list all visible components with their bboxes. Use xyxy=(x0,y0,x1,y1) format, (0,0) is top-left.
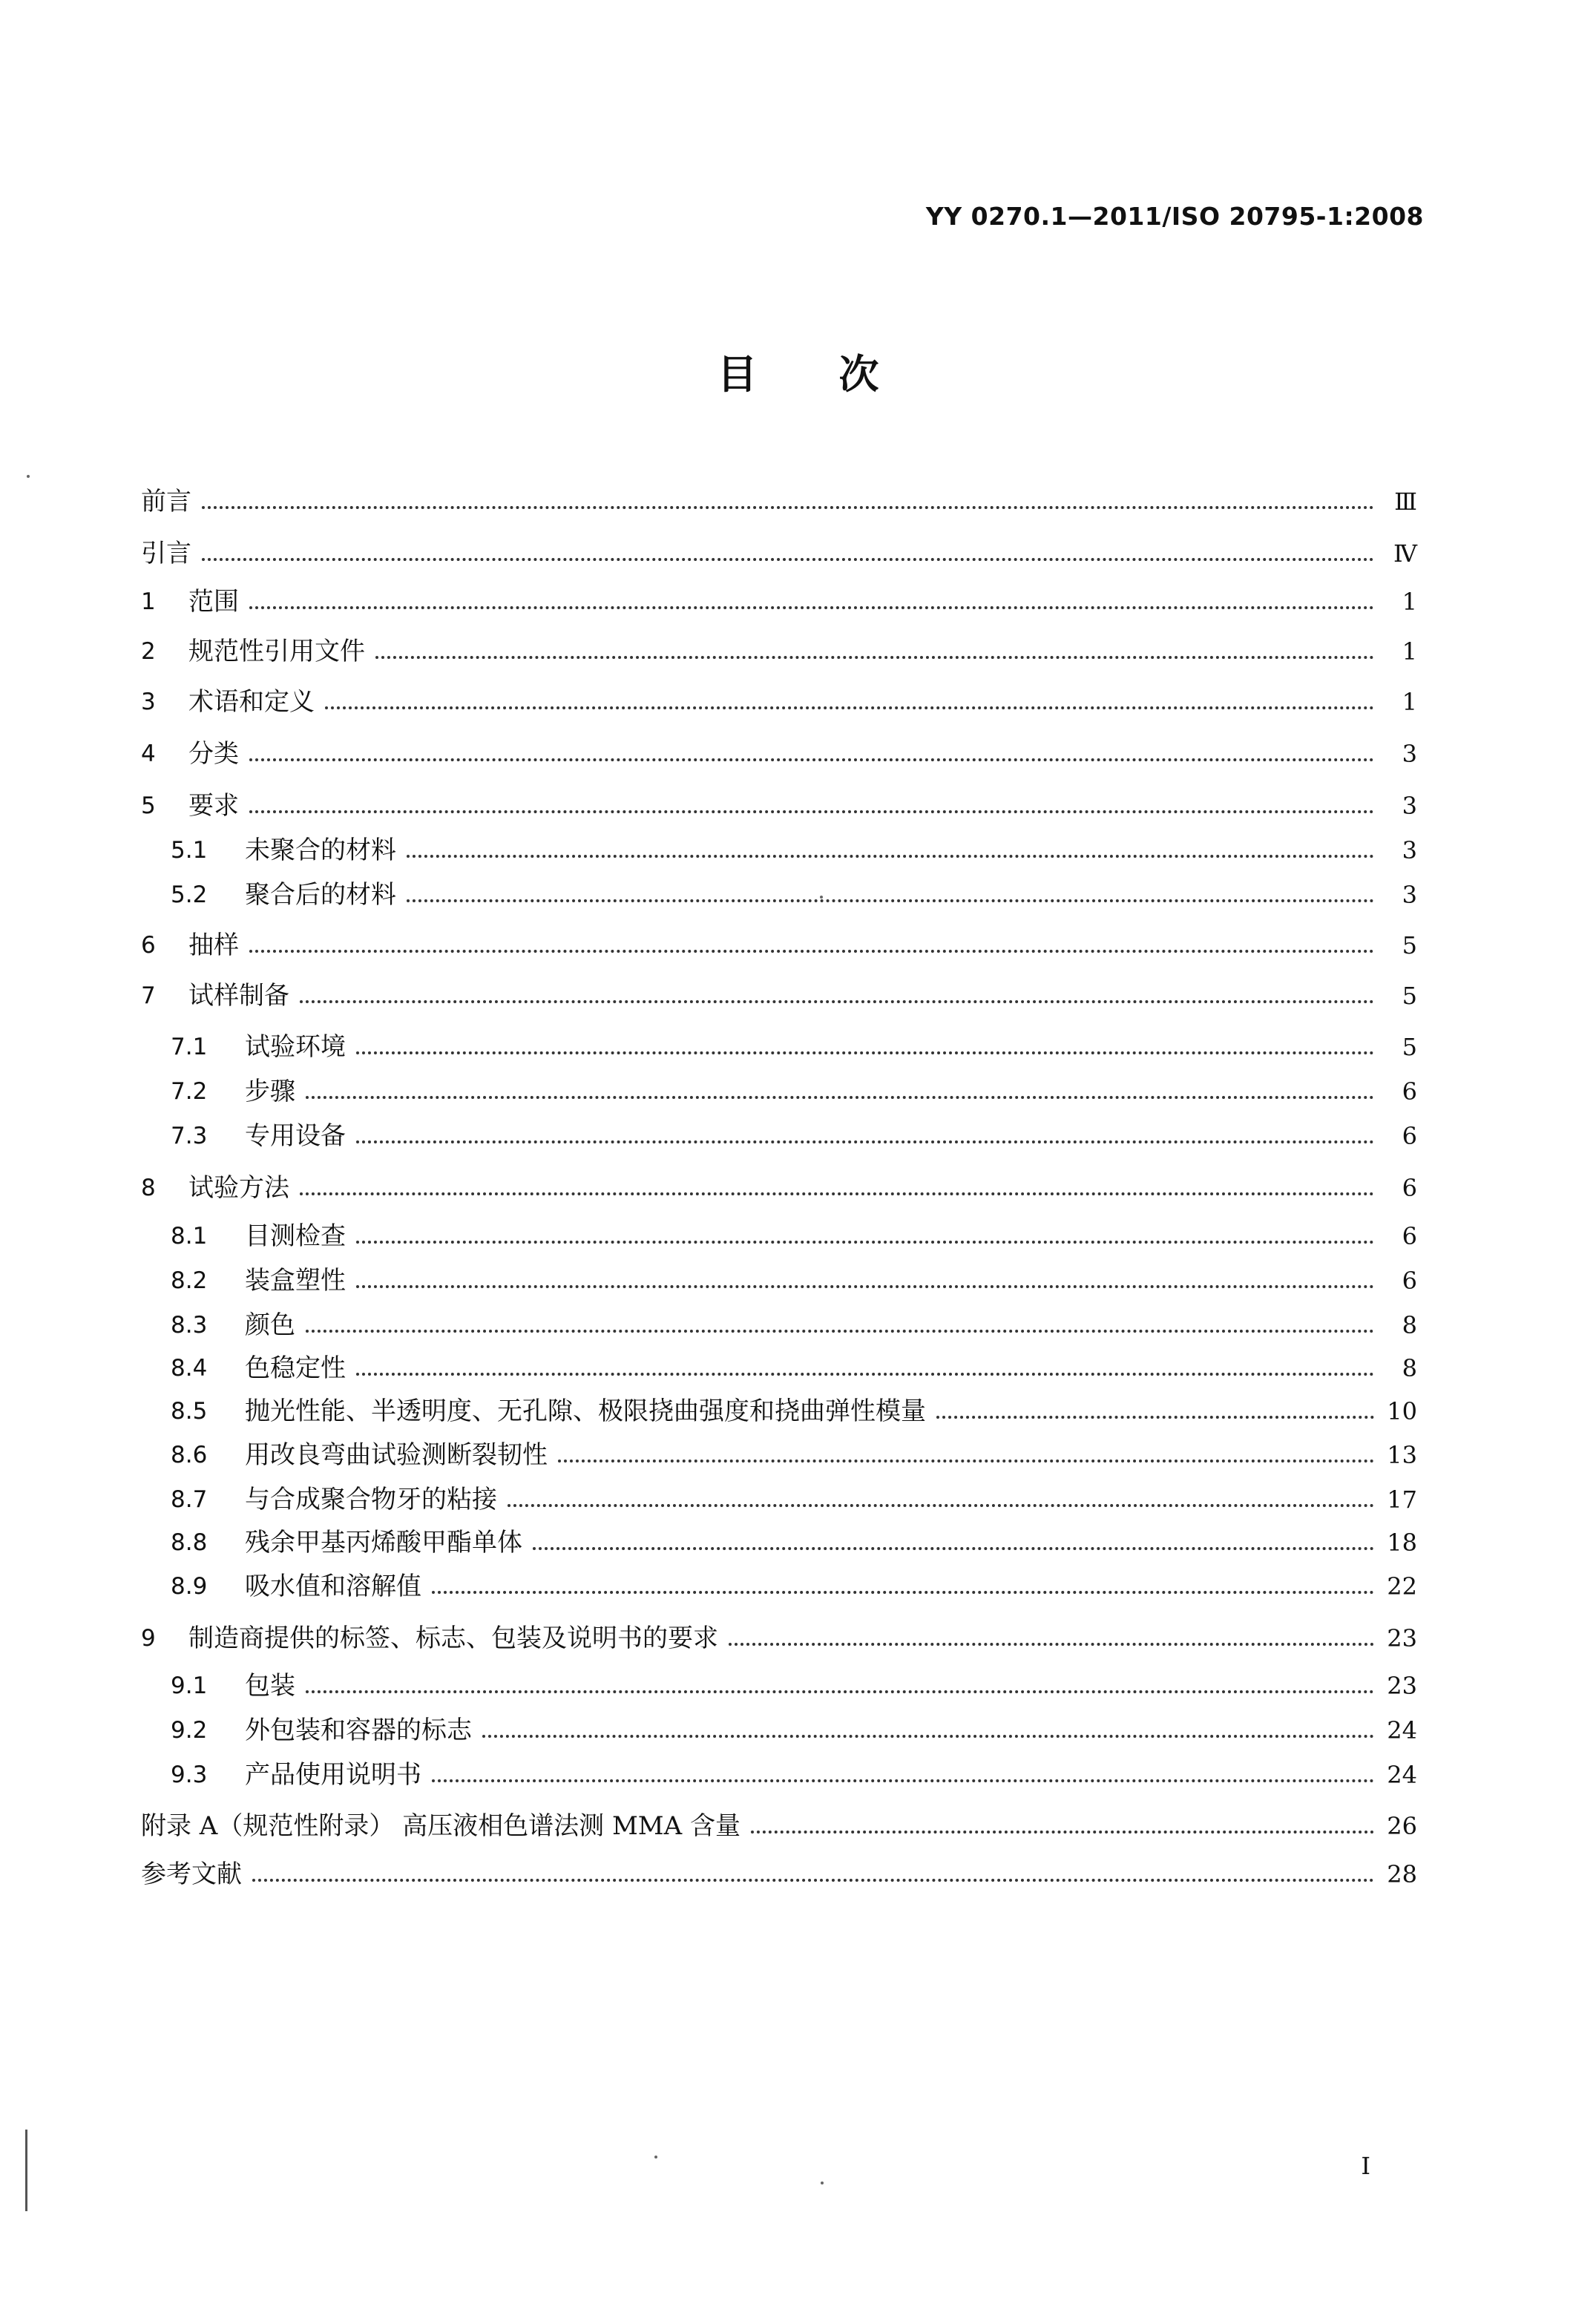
toc-entry-page: 18 xyxy=(1387,1529,1417,1557)
toc-entry-page: 23 xyxy=(1387,1624,1417,1652)
toc-entry[interactable] xyxy=(138,1848,1417,1889)
toc-entry[interactable] xyxy=(171,1659,1417,1701)
toc-entry-label: 目测检查 xyxy=(245,1221,346,1251)
toc-entry-label: 要求 xyxy=(188,791,239,821)
toc-entry[interactable] xyxy=(171,1704,1417,1745)
toc-entry-label: 抛光性能、半透明度、无孔隙、极限挠曲强度和挠曲弹性模量 xyxy=(245,1396,926,1426)
toc-leader-dots xyxy=(533,1547,1374,1550)
toc-leader-dots xyxy=(306,1690,1374,1693)
toc-entry[interactable] xyxy=(171,1385,1417,1426)
toc-entry[interactable] xyxy=(171,1473,1417,1514)
scan-speck xyxy=(820,896,823,899)
toc-entry-number: 8.3 xyxy=(171,1312,208,1339)
toc-entry-number: 7 xyxy=(141,982,156,1009)
toc-entry-number: 1 xyxy=(141,588,156,615)
toc-entry-page: 10 xyxy=(1387,1397,1417,1425)
toc-entry[interactable] xyxy=(141,779,1417,821)
toc-entry[interactable] xyxy=(141,1612,1417,1653)
toc-entry-page: 26 xyxy=(1387,1812,1417,1840)
toc-entry-number: 8.8 xyxy=(171,1529,208,1556)
toc-entry[interactable] xyxy=(141,575,1417,617)
toc-entry-page: 8 xyxy=(1402,1354,1417,1382)
toc-entry-page: 24 xyxy=(1387,1761,1417,1789)
toc-entry-page: 17 xyxy=(1387,1485,1417,1514)
toc-entry-number: 6 xyxy=(141,932,156,959)
toc-entry-page: 6 xyxy=(1402,1267,1417,1295)
toc-entry-label: 步骤 xyxy=(245,1077,295,1106)
toc-leader-dots xyxy=(407,899,1374,902)
toc-entry-label: 引言 xyxy=(141,539,191,568)
toc-entry[interactable] xyxy=(171,1428,1417,1470)
toc-entry-page: 1 xyxy=(1402,637,1417,666)
toc-entry-page: 13 xyxy=(1387,1441,1417,1469)
toc-entry-label: 试样制备 xyxy=(188,981,289,1011)
toc-entry[interactable] xyxy=(171,1109,1417,1151)
toc-entry-number: 2 xyxy=(141,638,156,665)
toc-entry-number: 7.3 xyxy=(171,1123,208,1149)
toc-entry[interactable] xyxy=(138,527,1417,568)
toc-leader-dots xyxy=(356,1373,1374,1376)
toc-entry-number: 8.6 xyxy=(171,1442,208,1468)
toc-entry-page: 23 xyxy=(1387,1672,1417,1700)
toc-entry-page: 6 xyxy=(1402,1174,1417,1202)
toc-entry-page: 6 xyxy=(1402,1077,1417,1106)
toc-entry-number: 3 xyxy=(141,689,156,715)
scan-artifact-line xyxy=(25,2130,27,2211)
toc-entry[interactable] xyxy=(171,868,1417,910)
toc-entry-label: 附录 A（规范性附录） 高压液相色谱法测 MMA 含量 xyxy=(141,1811,740,1841)
toc-leader-dots xyxy=(306,1330,1374,1333)
toc-leader-dots xyxy=(356,1051,1374,1054)
toc-leader-dots xyxy=(249,810,1374,813)
toc-entry[interactable] xyxy=(171,1516,1417,1557)
toc-entry-number: 8.7 xyxy=(171,1486,208,1513)
toc-entry-page: 1 xyxy=(1402,688,1417,716)
toc-entry-number: 9 xyxy=(141,1625,156,1652)
toc-entry[interactable] xyxy=(171,1020,1417,1062)
toc-entry[interactable] xyxy=(171,1254,1417,1296)
toc-entry-label: 前言 xyxy=(141,487,191,516)
toc-entry-label: 抽样 xyxy=(188,930,239,960)
toc-entry[interactable] xyxy=(171,1748,1417,1790)
toc-entry-number: 5.2 xyxy=(171,882,208,908)
toc-entry[interactable] xyxy=(138,475,1417,516)
toc-entry-page: 5 xyxy=(1402,1033,1417,1061)
toc-entry-number: 4 xyxy=(141,741,156,767)
standard-code: YY 0270.1—2011/ISO 20795-1:2008 xyxy=(925,202,1424,231)
toc-entry-label: 试验方法 xyxy=(188,1173,289,1203)
toc-leader-dots xyxy=(300,1192,1374,1195)
toc-entry-number: 8 xyxy=(141,1175,156,1201)
toc-leader-dots xyxy=(751,1831,1374,1834)
toc-leader-dots xyxy=(202,506,1374,509)
toc-entry-number: 7.1 xyxy=(171,1034,208,1060)
toc-leader-dots xyxy=(356,1241,1374,1244)
toc-leader-dots xyxy=(558,1460,1374,1462)
toc-entry-page: 6 xyxy=(1402,1122,1417,1150)
toc-entry-label: 专用设备 xyxy=(245,1121,346,1151)
toc-entry-number: 8.2 xyxy=(171,1267,208,1294)
toc-leader-dots xyxy=(249,606,1374,609)
toc-leader-dots xyxy=(407,855,1374,858)
toc-entry[interactable] xyxy=(141,727,1417,769)
toc-entry-page: 22 xyxy=(1387,1572,1417,1601)
toc-leader-dots xyxy=(249,758,1374,761)
toc-entry[interactable] xyxy=(171,824,1417,865)
toc-entry-label: 参考文献 xyxy=(141,1859,242,1889)
page-title: 目次 xyxy=(717,351,961,398)
toc-entry-number: 5.1 xyxy=(171,837,208,864)
toc-entry-label: 吸水值和溶解值 xyxy=(245,1572,421,1601)
toc-entry-page: 28 xyxy=(1387,1860,1417,1888)
toc-entry-label: 色稳定性 xyxy=(245,1353,346,1383)
toc-entry-page: Ⅳ xyxy=(1393,539,1417,568)
toc-entry-label: 装盒塑性 xyxy=(245,1266,346,1296)
scan-speck xyxy=(821,2182,824,2184)
toc-entry-label: 制造商提供的标签、标志、包装及说明书的要求 xyxy=(188,1624,718,1653)
toc-entry[interactable] xyxy=(138,1799,1417,1841)
toc-leader-dots xyxy=(252,1879,1374,1882)
toc-entry-page: 5 xyxy=(1402,931,1417,959)
toc-leader-dots xyxy=(729,1643,1374,1646)
toc-entry-page: 3 xyxy=(1402,740,1417,768)
toc-entry-number: 7.2 xyxy=(171,1078,208,1105)
toc-entry[interactable] xyxy=(171,1209,1417,1251)
toc-entry-label: 规范性引用文件 xyxy=(188,637,365,666)
page-number: I xyxy=(1361,2152,1370,2180)
toc-entry-page: 3 xyxy=(1402,836,1417,864)
toc-entry-label: 术语和定义 xyxy=(188,687,315,717)
toc-entry-number: 8.1 xyxy=(171,1223,208,1250)
toc-entry-page: Ⅲ xyxy=(1394,487,1417,516)
toc-leader-dots xyxy=(508,1504,1374,1507)
toc-entry[interactable] xyxy=(171,1065,1417,1106)
toc-entry-number: 8.4 xyxy=(171,1355,208,1382)
toc-entry-label: 聚合后的材料 xyxy=(245,880,396,910)
toc-entry[interactable] xyxy=(141,919,1417,960)
toc-entry[interactable] xyxy=(141,969,1417,1011)
toc-leader-dots xyxy=(306,1096,1374,1099)
toc-leader-dots xyxy=(249,950,1374,953)
toc-leader-dots xyxy=(300,1000,1374,1003)
toc-entry[interactable] xyxy=(141,625,1417,666)
toc-entry-label: 试验环境 xyxy=(245,1032,346,1062)
toc-entry-label: 包装 xyxy=(245,1671,295,1701)
toc-entry-page: 24 xyxy=(1387,1716,1417,1744)
toc-entry-label: 产品使用说明书 xyxy=(245,1760,421,1790)
toc-entry-number: 8.5 xyxy=(171,1398,208,1425)
toc-entry-label: 分类 xyxy=(188,739,239,769)
scan-speck xyxy=(654,2156,657,2159)
toc-entry-number: 9.1 xyxy=(171,1672,208,1699)
toc-leader-dots xyxy=(482,1735,1374,1738)
toc-entry[interactable] xyxy=(141,1161,1417,1203)
toc-leader-dots xyxy=(432,1779,1374,1782)
toc-leader-dots xyxy=(432,1591,1374,1594)
toc-leader-dots xyxy=(325,706,1374,709)
toc-leader-dots xyxy=(202,558,1374,561)
toc-entry-label: 外包装和容器的标志 xyxy=(245,1716,472,1745)
toc-entry-page: 3 xyxy=(1402,881,1417,909)
toc-leader-dots xyxy=(936,1416,1374,1419)
toc-entry-number: 9.2 xyxy=(171,1717,208,1744)
toc-entry[interactable] xyxy=(171,1299,1417,1340)
toc-entry-label: 未聚合的材料 xyxy=(245,836,396,865)
toc-entry-page: 8 xyxy=(1402,1311,1417,1339)
toc-leader-dots xyxy=(375,656,1374,659)
toc-entry[interactable] xyxy=(171,1560,1417,1601)
toc-entry-page: 6 xyxy=(1402,1222,1417,1250)
toc-entry-label: 残余甲基丙烯酸甲酯单体 xyxy=(245,1528,522,1557)
toc-leader-dots xyxy=(356,1140,1374,1143)
toc-entry-label: 颜色 xyxy=(245,1310,295,1340)
toc-entry[interactable] xyxy=(141,675,1417,717)
toc-entry-page: 1 xyxy=(1402,588,1417,616)
toc-entry-number: 8.9 xyxy=(171,1573,208,1600)
scan-speck xyxy=(27,475,30,478)
toc-entry-label: 范围 xyxy=(188,587,239,617)
toc-entry-number: 5 xyxy=(141,792,156,819)
toc-entry-page: 5 xyxy=(1402,982,1417,1010)
toc-entry-label: 与合成聚合物牙的粘接 xyxy=(245,1485,497,1514)
toc-leader-dots xyxy=(356,1285,1374,1288)
toc-entry-label: 用改良弯曲试验测断裂韧性 xyxy=(245,1440,548,1470)
toc-entry-page: 3 xyxy=(1402,792,1417,820)
toc-entry[interactable] xyxy=(171,1342,1417,1383)
toc-entry-number: 9.3 xyxy=(171,1762,208,1788)
